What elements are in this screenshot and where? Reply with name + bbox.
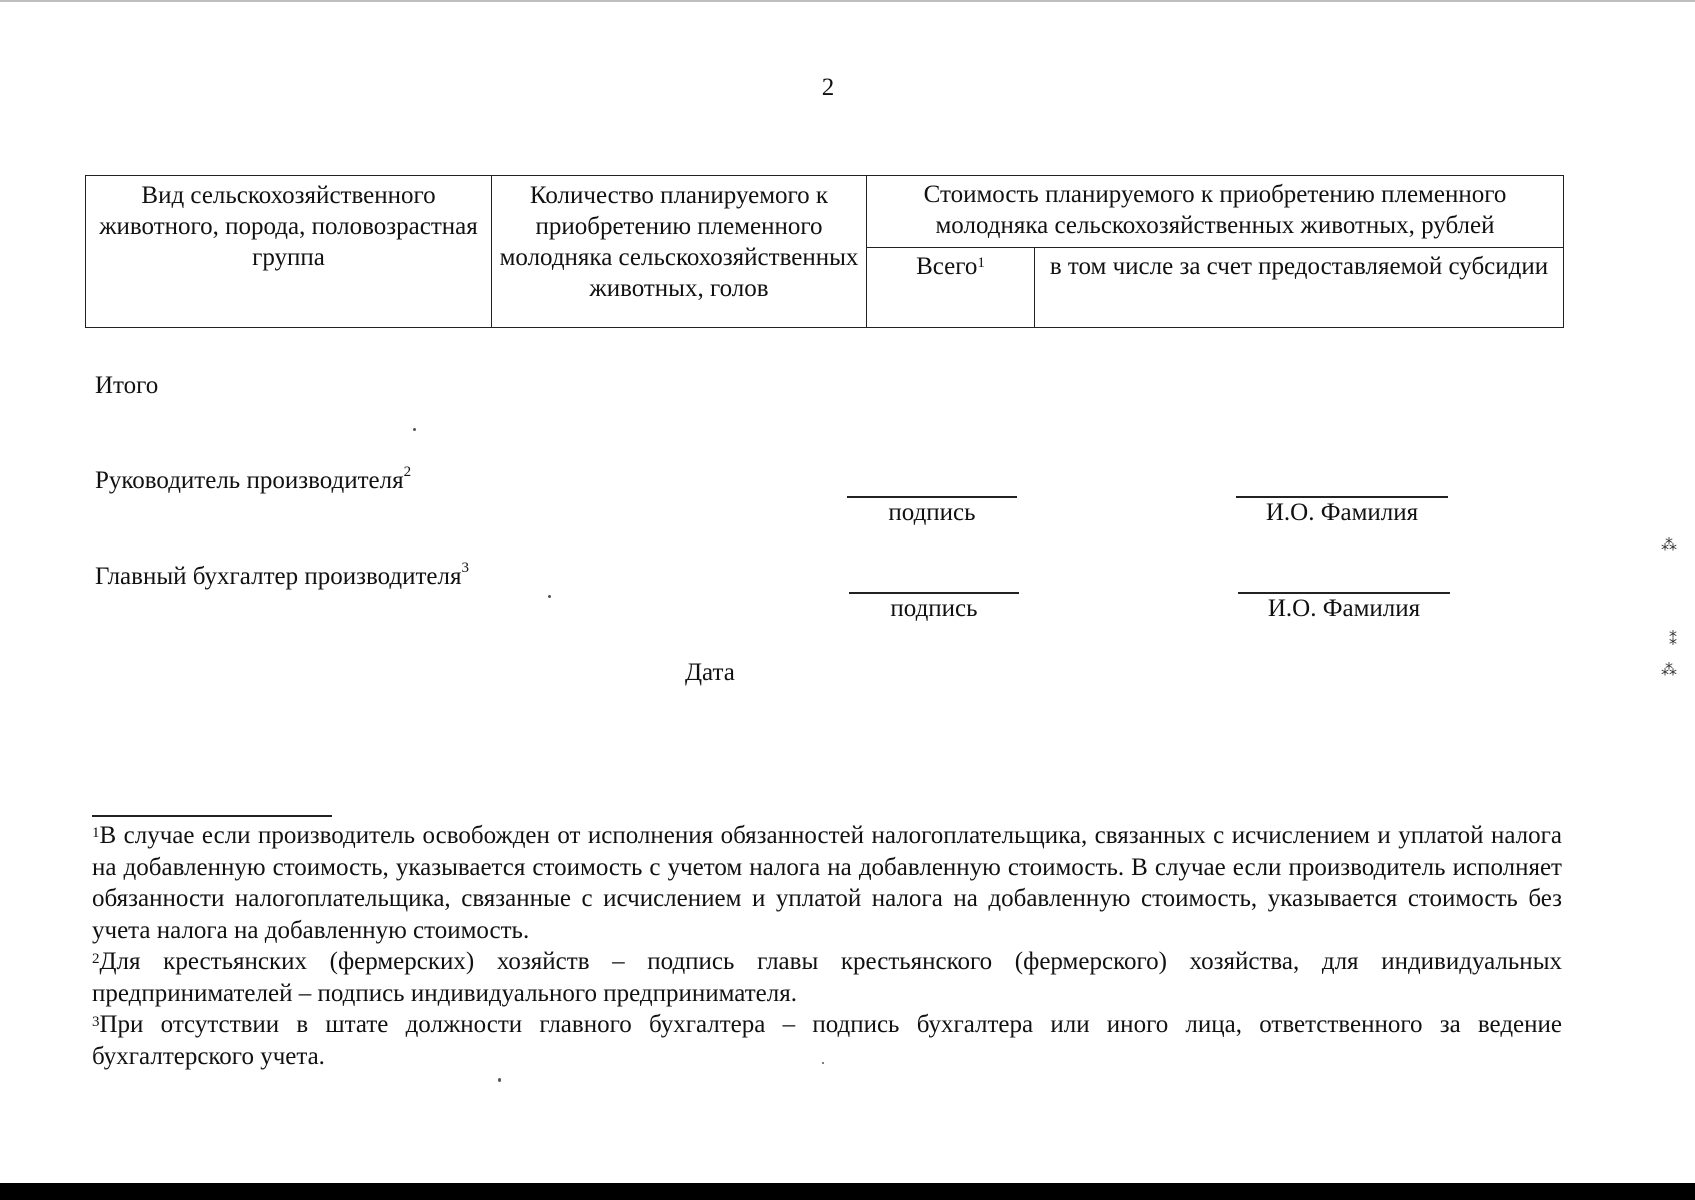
header-species: Вид сельскохозяйственного животного, порода, половозрастная группа	[86, 176, 492, 328]
total-label: Итого	[95, 372, 159, 399]
head-name-caption: И.О. Фамилия	[1265, 499, 1419, 526]
footnotes	[92, 820, 1562, 1072]
footnote-ref-2: 2	[403, 464, 412, 480]
footnote-2-mark: 2	[92, 951, 100, 967]
header-cost-group: Стоимость планируемого к приобретению племенного молодняка сельскохозяйственных животных, рублей	[867, 176, 1564, 248]
scan-speck	[413, 428, 416, 431]
signatory-head	[95, 464, 412, 495]
table-header-row	[86, 176, 1564, 248]
header-total-label: Всего	[916, 253, 978, 280]
signatory-head-role: Руководитель производителя	[95, 467, 404, 494]
footnote-ref-1: 1	[977, 255, 985, 271]
header-quantity: Количество планируемого к приобретению племенного молодняка сельскохозяйственных животных, голов	[492, 176, 867, 328]
page-number: 2	[821, 74, 835, 101]
head-name-line	[1236, 496, 1448, 498]
scan-bottom-edge	[0, 1183, 1695, 1200]
accountant-name-line	[1238, 592, 1450, 594]
footnote-2	[92, 946, 1562, 1009]
head-signature-caption: подпись	[888, 499, 976, 526]
footnote-separator	[92, 815, 332, 817]
scan-edge-marks: ⁑	[1669, 630, 1677, 649]
header-total	[867, 248, 1035, 328]
accountant-signature-line	[849, 592, 1019, 594]
scan-speck	[822, 1062, 824, 1064]
scan-top-edge	[0, 0, 1695, 2]
footnote-ref-3: 3	[461, 560, 469, 576]
accountant-signature-caption: подпись	[890, 595, 978, 622]
footnote-1-mark: 1	[92, 825, 100, 841]
acquisition-table	[85, 175, 1564, 328]
footnote-3	[92, 1009, 1562, 1072]
header-subsidy: в том числе за счет предоставляемой субсидии	[1035, 248, 1564, 328]
footnote-1-text: В случае если производитель освобожден от исполнения обязанностей налогоплательщика, связанных с исчислением и уплатой налога на добавленную стоимость, указывается стоимость с учетом налога на добавленную стоимость. В случае если производитель исполняет обязанности налогоплательщика, связанные с исчислением и уплатой налога на добавленную стоимость, указывается стоимость без учета налога на добавленную стоимость.	[92, 822, 1562, 944]
scan-speck	[548, 595, 551, 598]
date-label: Дата	[685, 659, 735, 686]
head-signature-line	[847, 496, 1017, 498]
scan-edge-marks: ⁂	[1661, 535, 1677, 554]
scan-speck	[498, 1078, 501, 1082]
signatory-accountant	[95, 560, 469, 591]
signatory-accountant-role: Главный бухгалтер производителя	[95, 563, 462, 590]
footnote-3-mark: 3	[92, 1014, 100, 1030]
accountant-name-caption: И.О. Фамилия	[1267, 595, 1421, 622]
footnote-1	[92, 820, 1562, 946]
footnote-2-text: Для крестьянских (фермерских) хозяйств – подпись главы крестьянского (фермерского) хозяйства, для индивидуальных предпринимателей – подпись индивидуального предпринимателя.	[92, 948, 1562, 1007]
scan-edge-marks: ⁂	[1661, 660, 1677, 679]
footnote-3-text: При отсутствии в штате должности главного бухгалтера – подпись бухгалтера или иного лица, ответственного за ведение бухгалтерского учета.	[92, 1011, 1562, 1070]
